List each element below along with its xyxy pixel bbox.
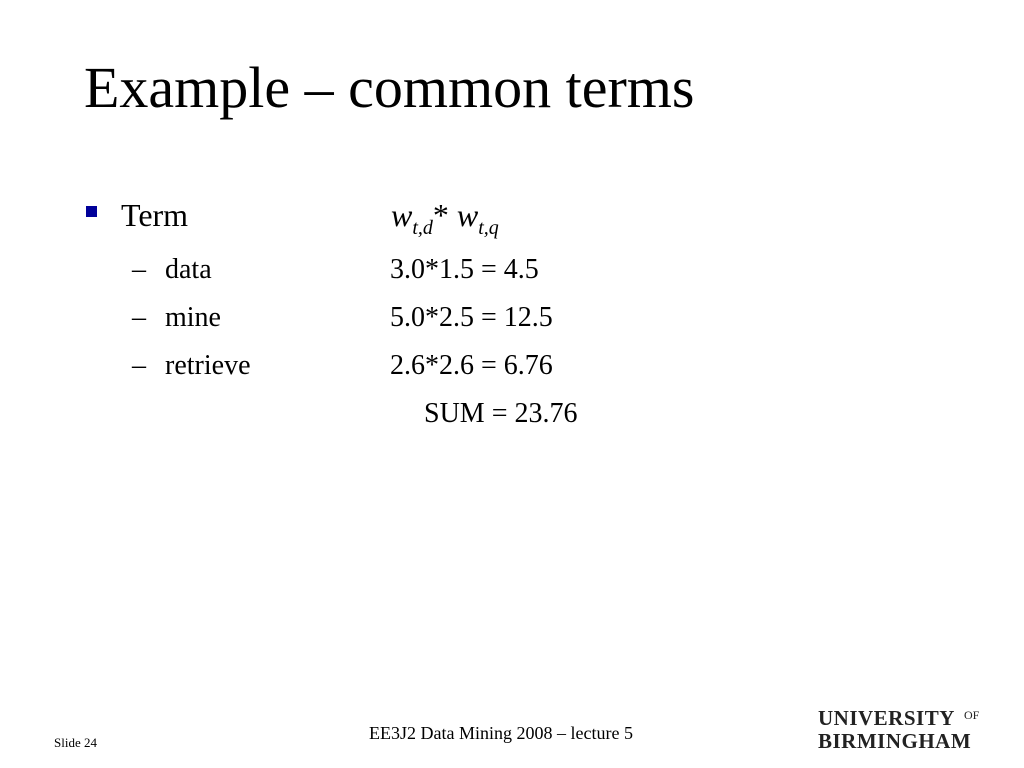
list-item-mine: [132, 301, 632, 335]
logo-line-2: BIRMINGHAM: [818, 729, 972, 753]
term-calculation: 2.6*2.6 = 6.76: [390, 350, 553, 381]
list-item-data: [132, 253, 632, 287]
bullet-header-row: [86, 196, 686, 239]
slide-number: Slide 24: [54, 735, 97, 750]
term-name: retrieve: [165, 350, 251, 381]
formula-operator: *: [432, 197, 457, 233]
list-item-retrieve: [132, 349, 632, 383]
dash-icon: –: [132, 302, 146, 333]
term-name: data: [165, 254, 212, 285]
formula-w-query: w: [456, 197, 479, 233]
weight-product-formula: [391, 196, 499, 247]
sum-total: SUM = 23.76: [424, 398, 578, 429]
logo-of: OF: [964, 708, 980, 722]
formula-sub-query: t,q: [478, 217, 499, 239]
logo-line-1: UNIVERSITY: [818, 706, 955, 730]
term-calculation: 3.0*1.5 = 4.5: [390, 254, 539, 285]
formula-w-doc: w: [391, 197, 413, 233]
course-footer: EE3J2 Data Mining 2008 – lecture 5: [369, 723, 633, 743]
university-logo: [818, 707, 988, 755]
dash-icon: –: [132, 254, 146, 285]
dash-icon: –: [132, 350, 146, 381]
term-calculation: 5.0*2.5 = 12.5: [390, 302, 553, 333]
formula-sub-doc: t,d: [412, 217, 433, 239]
term-name: mine: [165, 302, 221, 333]
slide-title: Example – common terms: [84, 55, 695, 120]
term-column-label: Term: [121, 197, 189, 233]
square-bullet-icon: [86, 206, 97, 217]
